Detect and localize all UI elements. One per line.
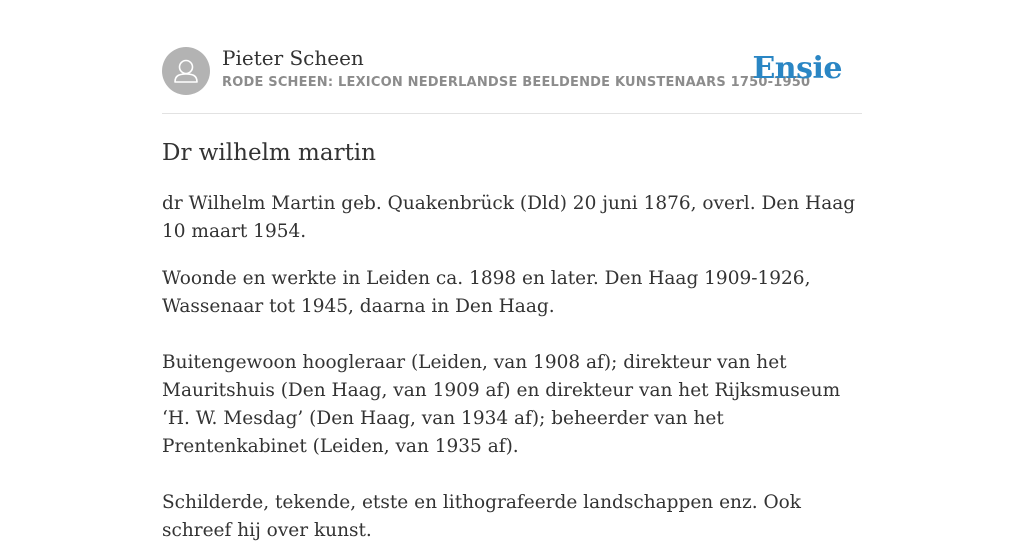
- article-body: [162, 190, 870, 545]
- paragraph-birth-death: dr Wilhelm Martin geb. Quakenbrück (Dld) 20 juni 1876, overl. Den Haag 10 maart 1954.: [162, 193, 856, 242]
- header-divider: [162, 113, 862, 114]
- author-name[interactable]: Pieter Scheen: [222, 46, 364, 70]
- paragraph-work: Schilderde, tekende, etste en lithografeerde landschappen enz. Ook schreef hij over kunst.: [162, 492, 801, 541]
- author-avatar[interactable]: [162, 47, 210, 95]
- brand-logo[interactable]: Ensie: [752, 51, 842, 86]
- source-title[interactable]: RODE SCHEEN: LEXICON NEDERLANDSE BEELDENDE KUNSTENAARS 1750-1950: [222, 75, 811, 90]
- user-icon: [162, 47, 210, 95]
- page-title: Dr wilhelm martin: [162, 140, 376, 166]
- article-header: [162, 46, 862, 96]
- paragraph-positions: Buitengewoon hoogleraar (Leiden, van 1908 af); direkteur van het Mauritshuis (Den Haag, van 1909 af) en direkteur van het Rijksmuseum ‘H. W. Mesdag’ (Den Haag, van 1934 af); beheerder van het Prentenkabinet (Leiden, van 1935 af).: [162, 352, 841, 457]
- paragraph-residence: Woonde en werkte in Leiden ca. 1898 en later. Den Haag 1909-1926, Wassenaar tot 1945, daarna in Den Haag.: [162, 268, 811, 317]
